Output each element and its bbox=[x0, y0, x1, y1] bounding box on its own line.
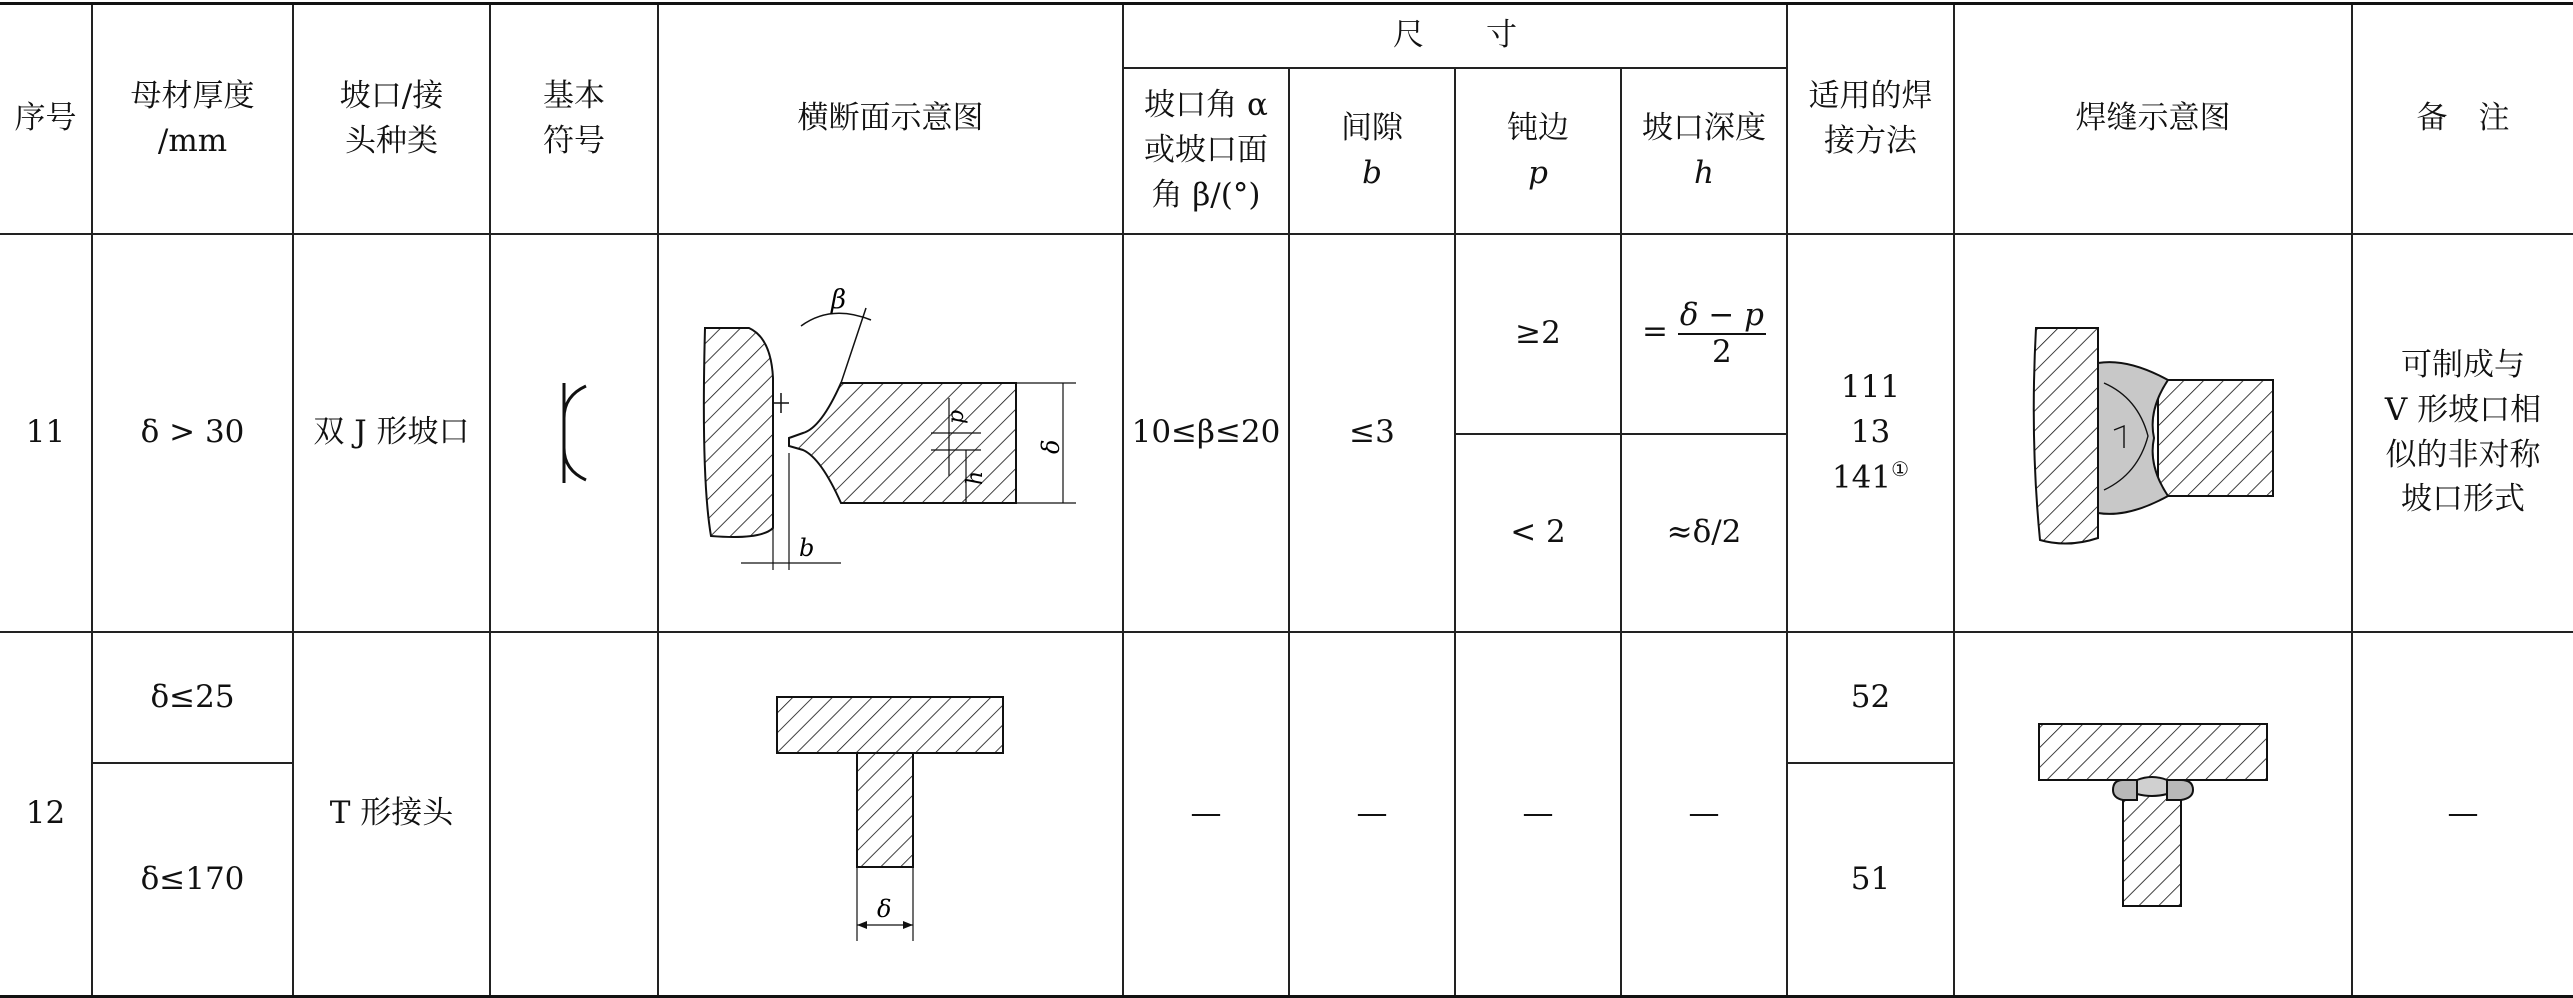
header-cross-section: 横断面示意图 bbox=[658, 4, 1123, 234]
header-methods: 适用的焊 接方法 bbox=[1787, 4, 1954, 234]
header-dimensions: 尺 寸 bbox=[1123, 4, 1787, 68]
row12-method-a: 52 bbox=[1787, 632, 1954, 763]
label-delta: δ bbox=[1036, 439, 1065, 454]
row12-root-face: — bbox=[1455, 632, 1621, 997]
label-p: p bbox=[943, 409, 969, 424]
row11-methods bbox=[1787, 234, 1954, 632]
header-thickness: 母材厚度 /mm bbox=[92, 4, 293, 234]
row11-root-face-b: < 2 bbox=[1455, 434, 1621, 632]
row11-depth-a-denominator: 2 bbox=[1712, 333, 1732, 370]
row12-thickness-b: δ≤170 bbox=[92, 763, 293, 997]
t-joint-weld-figure bbox=[2033, 714, 2273, 914]
row11-remark: 可制成与 V 形坡口相 似的非对称 坡口形式 bbox=[2352, 234, 2573, 632]
row11-method-3-note: ① bbox=[1891, 456, 1910, 481]
row11-method-2: 13 bbox=[1850, 413, 1891, 450]
row11-depth-a-fraction bbox=[1678, 298, 1766, 368]
row11-angle: 10≤β≤20 bbox=[1123, 234, 1289, 632]
row11-gap: ≤3 bbox=[1289, 234, 1455, 632]
row12-symbol bbox=[490, 632, 658, 997]
header-root-face bbox=[1455, 68, 1621, 234]
row11-method-1: 111 bbox=[1840, 368, 1901, 405]
header-root-face-symbol: p bbox=[1528, 154, 1548, 191]
header-remarks: 备 注 bbox=[2352, 4, 2573, 234]
row12-depth: — bbox=[1621, 632, 1787, 997]
header-seq: 序号 bbox=[0, 4, 92, 234]
row11-method-3: 141 bbox=[1831, 459, 1892, 496]
header-depth-label: 坡口深度 bbox=[1642, 109, 1766, 146]
row11-thickness: δ > 30 bbox=[92, 234, 293, 632]
header-depth bbox=[1621, 68, 1787, 234]
header-weld-diagram: 焊缝示意图 bbox=[1954, 4, 2352, 234]
row11-seq: 11 bbox=[0, 234, 92, 632]
row11-groove-type: 双 J 形坡口 bbox=[293, 234, 490, 632]
t-joint-cross-section-figure bbox=[771, 679, 1011, 949]
row12-remark: — bbox=[2352, 632, 2573, 997]
label-b: b bbox=[798, 533, 814, 562]
row11-depth-a-numerator: δ − p bbox=[1679, 297, 1765, 334]
row12-seq: 12 bbox=[0, 632, 92, 997]
header-angle: 坡口角 α 或坡口面 角 β/(°) bbox=[1123, 68, 1289, 234]
header-gap-label: 间隙 bbox=[1341, 109, 1403, 146]
row12-cross-section bbox=[658, 632, 1123, 997]
row12-weld-diagram bbox=[1954, 632, 2352, 997]
row11-symbol bbox=[490, 234, 658, 632]
row12-method-b: 51 bbox=[1787, 763, 1954, 997]
row12-groove-type: T 形接头 bbox=[293, 632, 490, 997]
label-beta: β bbox=[830, 284, 846, 315]
row11-weld-diagram bbox=[1954, 234, 2352, 632]
double-j-symbol-icon bbox=[554, 378, 594, 488]
row12-angle: — bbox=[1123, 632, 1289, 997]
label-delta-t: δ bbox=[876, 894, 891, 923]
row12-gap: — bbox=[1289, 632, 1455, 997]
header-root-face-label: 钝边 bbox=[1507, 109, 1569, 146]
header-depth-symbol: h bbox=[1694, 154, 1714, 191]
row12-thickness-a: δ≤25 bbox=[92, 632, 293, 763]
row11-root-face-a: ≥2 bbox=[1455, 234, 1621, 434]
header-gap bbox=[1289, 68, 1455, 234]
row11-depth-a-prefix: = bbox=[1641, 314, 1668, 350]
label-h: h bbox=[962, 470, 988, 485]
row11-method-3-line bbox=[1788, 455, 1953, 500]
weld-groove-table bbox=[0, 2, 2573, 998]
row11-cross-section bbox=[658, 234, 1123, 632]
header-gap-symbol: b bbox=[1362, 154, 1382, 191]
header-groove-type: 坡口/接 头种类 bbox=[293, 4, 490, 234]
row11-depth-b: ≈δ/2 bbox=[1621, 434, 1787, 632]
double-j-cross-section-figure bbox=[691, 278, 1091, 588]
row11-depth-a bbox=[1621, 234, 1787, 434]
double-j-weld-figure bbox=[2028, 318, 2278, 548]
header-symbol: 基本 符号 bbox=[490, 4, 658, 234]
